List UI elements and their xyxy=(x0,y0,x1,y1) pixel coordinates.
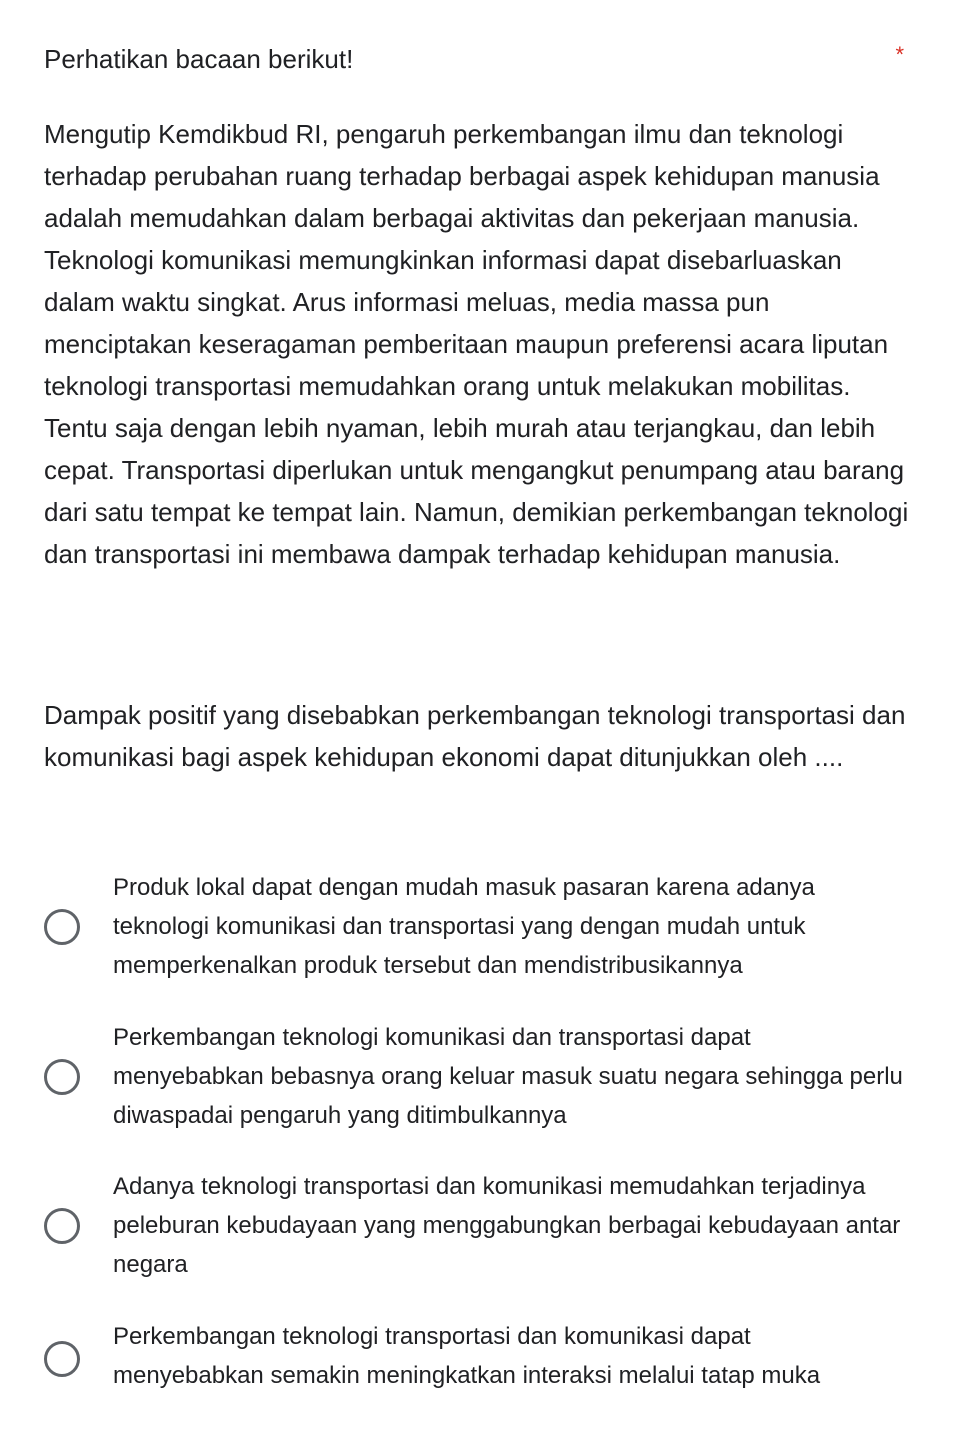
reading-passage: Mengutip Kemdikbud RI, pengaruh perkembangan ilmu dan teknologi terhadap perubahan ruang terhadap berbagai aspek kehidupan manusia adalah memudahkan dalam berbagai aktivitas dan pekerjaan manusia. Teknologi komunikasi memungkinkan informasi dapat disebarluaskan dalam waktu singkat. Arus informasi meluas, media massa pun menciptakan keseragaman pemberitaan maupun preferensi acara liputan teknologi transportasi memudahkan orang untuk melakukan mobilitas. Tentu saja dengan lebih nyaman, lebih murah atau terjangkau, dan lebih cepat. Transportasi diperlukan untuk mengangkut penumpang atau barang dari satu tempat ke tempat lain. Namun, demikian perkembangan teknologi dan transportasi ini membawa dampak terhadap kehidupan manusia. xyxy=(44,119,909,569)
answer-option[interactable] xyxy=(0,1167,954,1285)
answer-option-label[interactable]: Perkembangan teknologi komunikasi dan transportasi dapat menyebabkan bebasnya orang keluar masuk suatu negara sehingga perlu diwaspadai pengaruh yang ditimbulkannya xyxy=(113,1024,903,1129)
question-prompt: Dampak positif yang disebabkan perkembangan teknologi transportasi dan komunikasi bagi aspek kehidupan ekonomi dapat ditunjukkan oleh .... xyxy=(44,700,906,772)
answer-option-label[interactable]: Adanya teknologi transportasi dan komunikasi memudahkan terjadinya peleburan kebudayaan yang menggabungkan berbagai kebudayaan antar negara xyxy=(113,1173,901,1278)
answer-option-label[interactable]: Perkembangan teknologi transportasi dan komunikasi dapat menyebabkan semakin meningkatkan interaksi melalui tatap muka xyxy=(113,1323,821,1389)
radio-button-icon[interactable] xyxy=(44,1341,80,1377)
question-header xyxy=(44,40,904,80)
required-marker: * xyxy=(895,42,904,67)
radio-button-icon[interactable] xyxy=(44,909,80,945)
radio-button-icon[interactable] xyxy=(44,1059,80,1095)
radio-button-icon[interactable] xyxy=(44,1208,80,1244)
question-title: Perhatikan bacaan berikut! xyxy=(44,44,354,74)
answer-option[interactable] xyxy=(0,1018,954,1136)
answer-option[interactable] xyxy=(0,868,954,986)
answer-option-label[interactable]: Produk lokal dapat dengan mudah masuk pasaran karena adanya teknologi komunikasi dan transportasi yang dengan mudah untuk memperkenalkan produk tersebut dan mendistribusikannya xyxy=(113,874,815,979)
answer-option[interactable] xyxy=(0,1317,954,1397)
